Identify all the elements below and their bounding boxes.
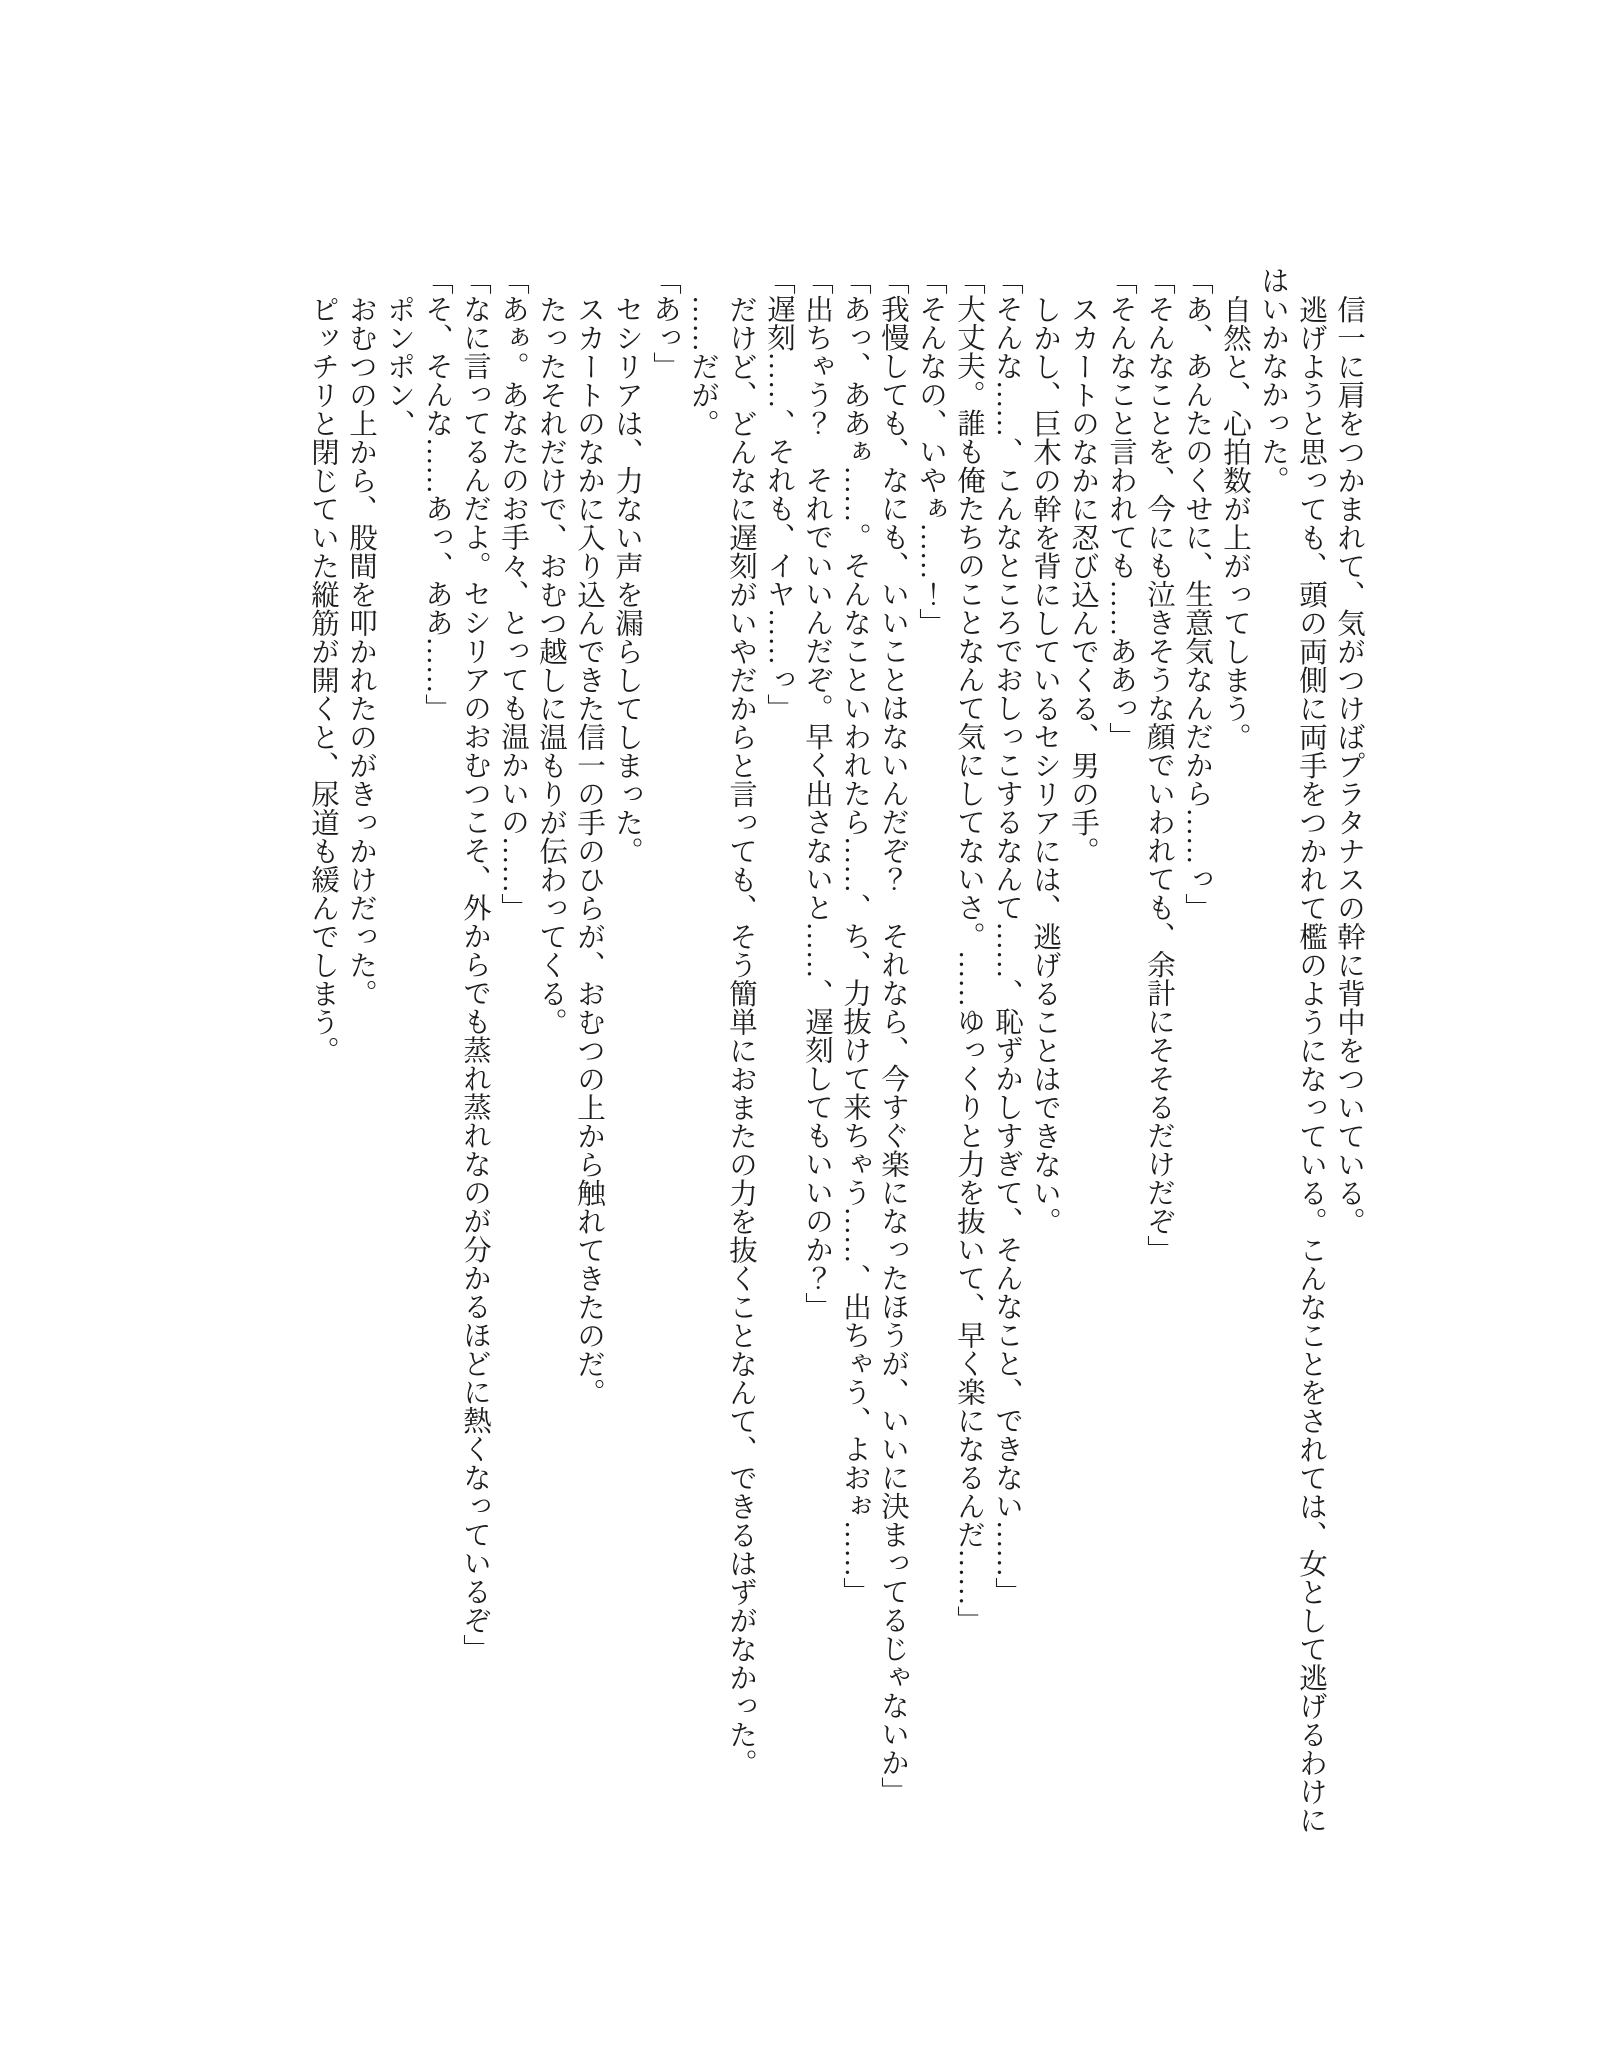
paragraph: スカートのなかに入り込んできた信一の手のひらが、おむつの上から触れてきたのだ。 [573, 294, 604, 1406]
paragraph: 「あっ」 [649, 266, 680, 380]
paragraph: 「そんなの、いやぁ……！」 [915, 266, 946, 637]
paragraph: 逃げようと思っても、頭の両側に両手をつかれて檻のようになっている。こんなことをされては、女として逃げるわけにはいかなかった。 [1257, 266, 1326, 1834]
paragraph: 「なに言ってるんだよ。セシリアのおむつこそ、外からでも蒸れ蒸れなのが分かるほどに熱くなっているぞ」 [459, 266, 490, 1663]
paragraph: 「あっ、ああぁ……。そんなこといわれたら……、ち、力抜けて来ちゃう……、出ちゃう、よおぉ……」 [839, 266, 870, 1606]
vertical-text-block [303, 266, 1367, 1846]
paragraph: 「あ、あんたのくせに、生意気なんだから……っ」 [1181, 266, 1212, 922]
paragraph: たったそれだけで、おむつ越しに温もりが伝わってくる。 [535, 294, 566, 1036]
paragraph: 「そんなこと言われても……ああっ」 [1105, 266, 1136, 751]
paragraph: ピッチリと閉じていた縦筋が開くと、尿道も緩んでしまう。 [307, 294, 338, 1064]
paragraph: 「遅刻……、それも、イヤ……っ」 [763, 266, 794, 722]
paragraph: 「そんな……、こんなところでおしっこするなんて……、恥ずかしすぎて、そんなこと、できない……」 [991, 266, 1022, 1606]
paragraph: スカートのなかに忍び込んでくる、男の手。 [1067, 294, 1098, 865]
paragraph: おむつの上から、股間を叩かれたのがきっかけだった。 [345, 294, 376, 1007]
paragraph: しかし、巨木の幹を背にしているセシリアには、逃げることはできない。 [1029, 294, 1060, 1235]
paragraph: 自然と、心拍数が上がってしまう。 [1219, 294, 1250, 751]
paragraph: 「あぁ。あなたのお手々、とっても温かいの……」 [497, 266, 528, 922]
paragraph: 「そ、そんな……あっ、ああ……」 [421, 266, 452, 722]
paragraph: 「出ちゃう？ それでいいんだぞ。早く出さないと……、遅刻してもいいのか？」 [801, 266, 832, 1321]
paragraph: だけど、どんなに遅刻がいやだからと言っても、そう簡単におまたの力を抜くことなんて、できるはずがなかった。 [725, 294, 756, 1777]
paragraph: ポンポン、 [383, 294, 414, 437]
paragraph: 「そんなことを、今にも泣きそうな顔でいわれても、余計にそそるだけだぞ」 [1143, 266, 1174, 1264]
paragraph: ……だが。 [687, 294, 718, 437]
paragraph: セシリアは、力ない声を漏らしてしまった。 [611, 294, 642, 865]
paragraph: 信一に肩をつかまれて、気がつけばプラタナスの幹に背中をついている。 [1333, 294, 1364, 1235]
paragraph: 「大丈夫。誰も俺たちのことなんて気にしてないさ。……ゆっくりと力を抜いて、早く楽になるんだ……」 [953, 266, 984, 1634]
paragraph: 「我慢しても、なにも、いいことはないんだぞ？ それなら、今すぐ楽になったほうが、いいに決まってるじゃないか」 [877, 266, 908, 1805]
